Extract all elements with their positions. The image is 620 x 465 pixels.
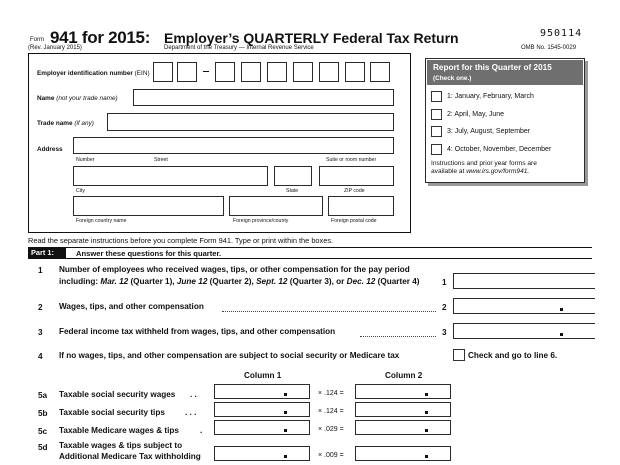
line5c-multiplier: × .029 = [318, 426, 344, 433]
line5a-dots: . . [190, 390, 197, 399]
ein-digit-9[interactable] [370, 62, 390, 82]
line2-text: Wages, tips, and other compensation [59, 302, 204, 311]
line5b-number: 5b [38, 409, 48, 418]
line5c-col1-decimal [284, 429, 287, 432]
quarter-2-checkbox[interactable] [431, 109, 442, 120]
name-hint: (not your trade name) [56, 95, 118, 102]
line5d-label-line1: Taxable wages & tips subject to [59, 441, 183, 450]
line5b-multiplier: × .124 = [318, 408, 344, 415]
line1-number: 1 [38, 266, 43, 275]
line1-q1: (Quarter 1), [130, 277, 175, 286]
quarter-2-label: 2: April, May, June [447, 111, 505, 118]
line1-q4: (Quarter 4) [377, 277, 420, 286]
line4-number: 4 [38, 352, 43, 361]
foreign-country-input[interactable] [73, 196, 224, 216]
number-label: Number [76, 157, 95, 163]
state-input[interactable] [274, 166, 312, 186]
ein-digit-7[interactable] [319, 62, 339, 82]
line2-input[interactable] [453, 298, 595, 314]
line4-checkbox[interactable] [453, 349, 465, 361]
line1-text [59, 264, 439, 288]
line5c-number: 5c [38, 427, 48, 436]
quarter-4-checkbox[interactable] [431, 144, 442, 155]
ein-label-text: Employer identification number [37, 70, 133, 77]
line5a-col1-decimal [284, 393, 287, 396]
line5b-label: Taxable social security tips [59, 408, 165, 417]
form-id: 941 for 2015: [50, 28, 151, 47]
line3-leader-dots [360, 329, 436, 337]
name-label [37, 95, 118, 102]
trade-name-label [37, 120, 94, 127]
street-label: Street [154, 157, 168, 163]
line2-number: 2 [38, 303, 43, 312]
line5c-column1-input[interactable] [214, 420, 310, 435]
trade-name-hint: (if any) [74, 120, 94, 127]
line3-number: 3 [38, 328, 43, 337]
line5d-col2-decimal [425, 455, 428, 458]
foreign-province-input[interactable] [229, 196, 323, 216]
ein-digit-4[interactable] [241, 62, 261, 82]
line4-text: If no wages, tips, and other compensation are subject to social security or Medicare tax [59, 351, 400, 360]
foreign-postal-input[interactable] [328, 196, 394, 216]
line1-including: including: [59, 277, 99, 286]
revision-date: (Rev. January 2015) [28, 45, 82, 51]
ein-digit-6[interactable] [293, 62, 313, 82]
line5a-number: 5a [38, 391, 48, 400]
state-label: State [286, 188, 299, 194]
part1-tag: Part 1: [28, 248, 66, 258]
form-code: 950114 [540, 28, 583, 39]
forms-note-line2 [431, 168, 537, 176]
line5d-label-line2: Additional Medicare Tax withholding [59, 452, 201, 461]
foreign-country-label: Foreign country name [76, 218, 127, 224]
line5b-column2-input[interactable] [355, 402, 451, 417]
line1-mar12: Mar. 12 [100, 277, 129, 286]
name-label-text: Name [37, 95, 55, 102]
ein-digit-1[interactable] [153, 62, 173, 82]
line4-check-label: Check and go to line 6. [468, 351, 558, 360]
foreign-province-label: Foreign province/county [233, 218, 289, 224]
quarter-3-label: 3: July, August, September [447, 128, 531, 135]
line1-text-b [59, 276, 439, 288]
forms-note-link[interactable]: www.irs.gov/form941. [466, 168, 530, 175]
line5d-col1-decimal [284, 455, 287, 458]
line5a-multiplier: × .124 = [318, 390, 344, 397]
quarter-3-checkbox[interactable] [431, 126, 442, 137]
city-label: City [76, 188, 85, 194]
ein-label [37, 70, 150, 77]
zip-input[interactable] [319, 166, 394, 186]
line1-dec12: Dec. 12 [346, 277, 376, 286]
forms-note [431, 160, 537, 176]
line1-q3: (Quarter 3), or [289, 277, 345, 286]
line1-june12: June 12 [176, 277, 208, 286]
trade-name-input[interactable] [107, 113, 394, 131]
line1-box-number: 1 [442, 278, 447, 287]
line5b-dots: . . . [185, 408, 197, 417]
ein-dash [203, 71, 209, 72]
line5d-column2-input[interactable] [355, 446, 451, 461]
report-quarter-subtitle: (Check one.) [433, 75, 472, 82]
line5a-column2-input[interactable] [355, 384, 451, 399]
foreign-postal-label: Foreign postal code [331, 218, 377, 224]
zip-label: ZIP code [344, 188, 365, 194]
part1-title: Answer these questions for this quarter. [76, 249, 222, 258]
trade-name-label-text: Trade name [37, 120, 73, 127]
line3-text: Federal income tax withheld from wages, tips, and other compensation [59, 327, 336, 336]
line5c-dots: . [200, 426, 203, 435]
form-title: Employer’s QUARTERLY Federal Tax Return [164, 30, 459, 46]
quarter-1-label: 1: January, February, March [447, 93, 534, 100]
line5d-multiplier: × .009 = [318, 452, 344, 459]
quarter-4-label: 4: October, November, December [447, 146, 552, 153]
line1-input[interactable] [453, 273, 595, 289]
line3-box-number: 3 [442, 328, 447, 337]
line5a-column1-input[interactable] [214, 384, 310, 399]
department: Department of the Treasury — Internal Revenue Service [164, 45, 314, 51]
line2-leader-dots [222, 304, 436, 312]
line5a-col2-decimal [425, 393, 428, 396]
line5c-column2-input[interactable] [355, 420, 451, 435]
ein-digit-2[interactable] [177, 62, 197, 82]
line3-input[interactable] [453, 323, 595, 339]
ein-digit-5[interactable] [267, 62, 287, 82]
name-input[interactable] [133, 89, 394, 106]
city-input[interactable] [73, 166, 268, 186]
omb-number: OMB No. 1545-0029 [521, 45, 577, 51]
instructions-text: Read the separate instructions before you complete Form 941. Type or print within the boxes. [28, 236, 334, 245]
forms-note-line1: Instructions and prior year forms are [431, 160, 537, 167]
line2-box-number: 2 [442, 303, 447, 312]
line1-text-a: Number of employees who received wages, tips, or other compensation for the pay period [59, 265, 410, 274]
quarter-1-checkbox[interactable] [431, 91, 442, 102]
line5d-label [59, 440, 201, 462]
column1-header: Column 1 [244, 371, 282, 380]
report-quarter-title: Report for this Quarter of 2015 [433, 63, 552, 72]
line5a-label: Taxable social security wages [59, 390, 176, 399]
address-label: Address [37, 146, 63, 153]
ein-digit-8[interactable] [345, 62, 365, 82]
line1-sept12: Sept. 12 [256, 277, 288, 286]
line5d-column1-input[interactable] [214, 446, 310, 461]
line5d-number: 5d [38, 443, 48, 452]
ein-abbr: (EIN) [134, 70, 150, 77]
line3-decimal-point [560, 333, 563, 336]
line1-q2: (Quarter 2), [209, 277, 254, 286]
ein-digit-3[interactable] [215, 62, 235, 82]
line5b-col2-decimal [425, 411, 428, 414]
line5b-column1-input[interactable] [214, 402, 310, 417]
line5b-col1-decimal [284, 411, 287, 414]
line5c-col2-decimal [425, 429, 428, 432]
forms-note-prefix: available at [431, 168, 465, 175]
column2-header: Column 2 [385, 371, 423, 380]
suite-label: Suite or room number [326, 157, 377, 163]
form-prefix: Form [30, 37, 44, 43]
line5c-label: Taxable Medicare wages & tips [59, 426, 179, 435]
line2-decimal-point [560, 308, 563, 311]
address-street-input[interactable] [73, 137, 394, 154]
